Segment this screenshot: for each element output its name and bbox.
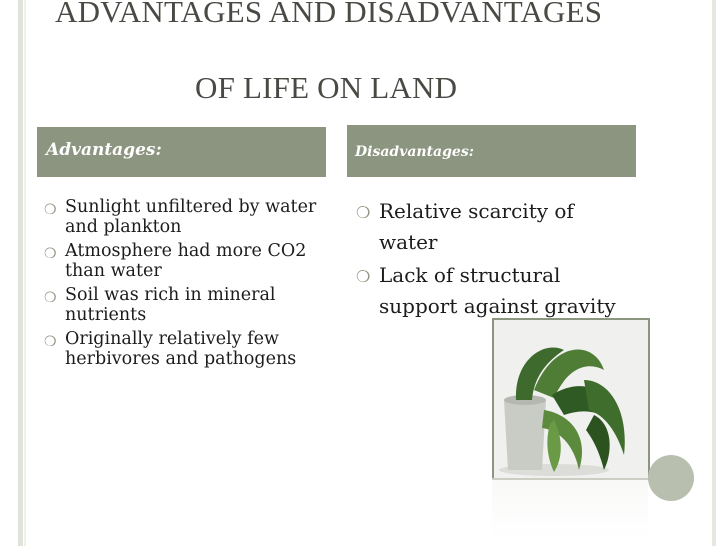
advantages-header: [37, 127, 326, 177]
left-border-line: [24, 0, 26, 546]
bullet-icon: ❍: [44, 246, 57, 262]
advantages-list: [44, 197, 334, 373]
list-item: ❍ Lack of structural support against gravity: [356, 263, 616, 318]
slide-title-line1: ADVANTAGES AND DISADVANTAGES: [55, 0, 603, 29]
bullet-icon: ❍: [44, 202, 57, 218]
disadvantages-header: [347, 125, 636, 177]
disadvantages-heading: Disadvantages:: [355, 144, 474, 160]
left-border-bar: [18, 0, 23, 546]
bullet-icon: ❍: [44, 334, 57, 350]
photo-reflection: [492, 478, 648, 538]
list-item: ❍ Soil was rich in mineral nutrients: [44, 285, 276, 325]
bullet-icon: ❍: [356, 203, 371, 222]
list-item: ❍ Sunlight unfiltered by water and plankton: [44, 197, 317, 237]
list-item: ❍ Atmosphere had more CO2 than water: [44, 241, 307, 281]
bullet-icon: ❍: [356, 267, 371, 286]
list-item: ❍ Relative scarcity of water: [356, 199, 574, 254]
slide-title-line2: OF LIFE ON LAND: [195, 70, 458, 105]
disadvantages-list: [356, 196, 616, 324]
bullet-icon: ❍: [44, 290, 57, 306]
decorative-circle: [648, 455, 694, 501]
list-item: ❍ Originally relatively few herbivores and pathogens: [44, 329, 297, 369]
advantages-heading: Advantages:: [46, 140, 162, 160]
wilted-plant-icon: [494, 320, 648, 478]
wilted-plant-photo: [492, 318, 650, 480]
